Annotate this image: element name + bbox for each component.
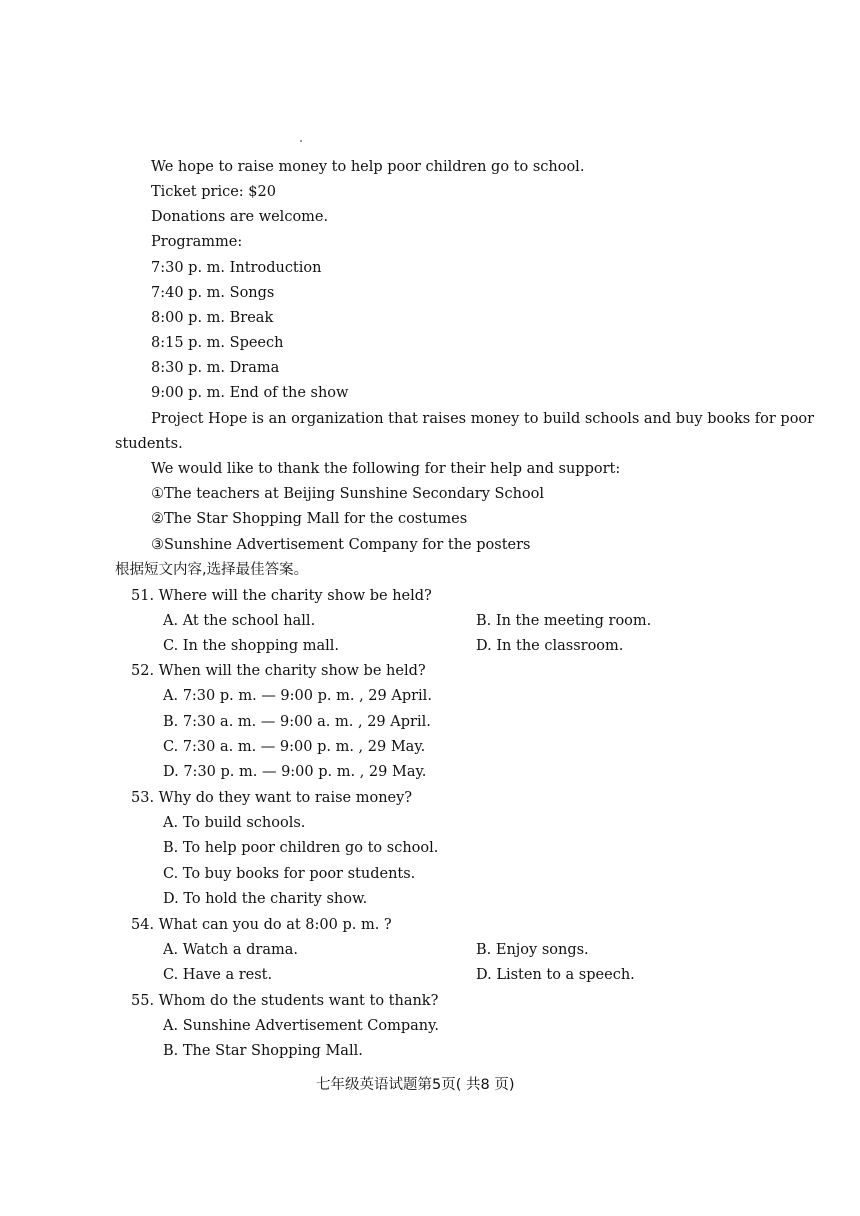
- option-55-b: B. The Star Shopping Mall.: [163, 1043, 363, 1059]
- programme-item: 8:00 p. m. Break: [151, 310, 274, 326]
- programme-item: 7:40 p. m. Songs: [151, 285, 275, 301]
- thanks-item: ③Sunshine Advertisement Company for the posters: [151, 537, 531, 553]
- project-hope-line: students.: [115, 436, 183, 452]
- option-53-a: A. To build schools.: [163, 815, 306, 831]
- programme-item: 8:30 p. m. Drama: [151, 360, 280, 376]
- option-52-a: A. 7:30 p. m. — 9:00 p. m. , 29 April.: [163, 688, 432, 704]
- option-54-a: A. Watch a drama.: [163, 942, 298, 958]
- thanks-item: ②The Star Shopping Mall for the costumes: [151, 511, 468, 527]
- passage-intro: We hope to raise money to help poor children go to school.: [151, 159, 585, 175]
- question-51: 51. Where will the charity show be held?: [131, 588, 432, 604]
- page-footer: 七年级英语试题第5页( 共8 页): [316, 1077, 515, 1093]
- programme-item: 9:00 p. m. End of the show: [151, 385, 349, 401]
- option-51-a: A. At the school hall.: [163, 613, 316, 629]
- programme-item: 7:30 p. m. Introduction: [151, 260, 322, 276]
- instruction: 根据短文内容,选择最佳答案。: [115, 562, 309, 578]
- option-53-b: B. To help poor children go to school.: [163, 840, 439, 856]
- ticket-price: Ticket price: $20: [151, 184, 276, 200]
- option-52-d: D. 7:30 p. m. — 9:00 p. m. , 29 May.: [163, 764, 427, 780]
- scan-speck: [300, 140, 302, 142]
- option-52-c: C. 7:30 a. m. — 9:00 p. m. , 29 May.: [163, 739, 426, 755]
- question-54: 54. What can you do at 8:00 p. m. ?: [131, 917, 392, 933]
- option-54-d: D. Listen to a speech.: [476, 967, 635, 983]
- option-51-d: D. In the classroom.: [476, 638, 624, 654]
- option-53-d: D. To hold the charity show.: [163, 891, 368, 907]
- option-52-b: B. 7:30 a. m. — 9:00 a. m. , 29 April.: [163, 714, 431, 730]
- thanks-item: ①The teachers at Beijing Sunshine Secondary School: [151, 486, 545, 502]
- project-hope-line: Project Hope is an organization that raises money to build schools and buy books for poor: [151, 411, 815, 427]
- option-54-c: C. Have a rest.: [163, 967, 273, 983]
- question-52: 52. When will the charity show be held?: [131, 663, 426, 679]
- option-55-a: A. Sunshine Advertisement Company.: [163, 1018, 440, 1034]
- programme-label: Programme:: [151, 234, 243, 250]
- thanks-intro: We would like to thank the following for their help and support:: [151, 461, 621, 477]
- question-55: 55. Whom do the students want to thank?: [131, 993, 439, 1009]
- option-54-b: B. Enjoy songs.: [476, 942, 589, 958]
- option-51-c: C. In the shopping mall.: [163, 638, 340, 654]
- option-53-c: C. To buy books for poor students.: [163, 866, 416, 882]
- option-51-b: B. In the meeting room.: [476, 613, 652, 629]
- donations-note: Donations are welcome.: [151, 209, 329, 225]
- question-53: 53. Why do they want to raise money?: [131, 790, 413, 806]
- programme-item: 8:15 p. m. Speech: [151, 335, 284, 351]
